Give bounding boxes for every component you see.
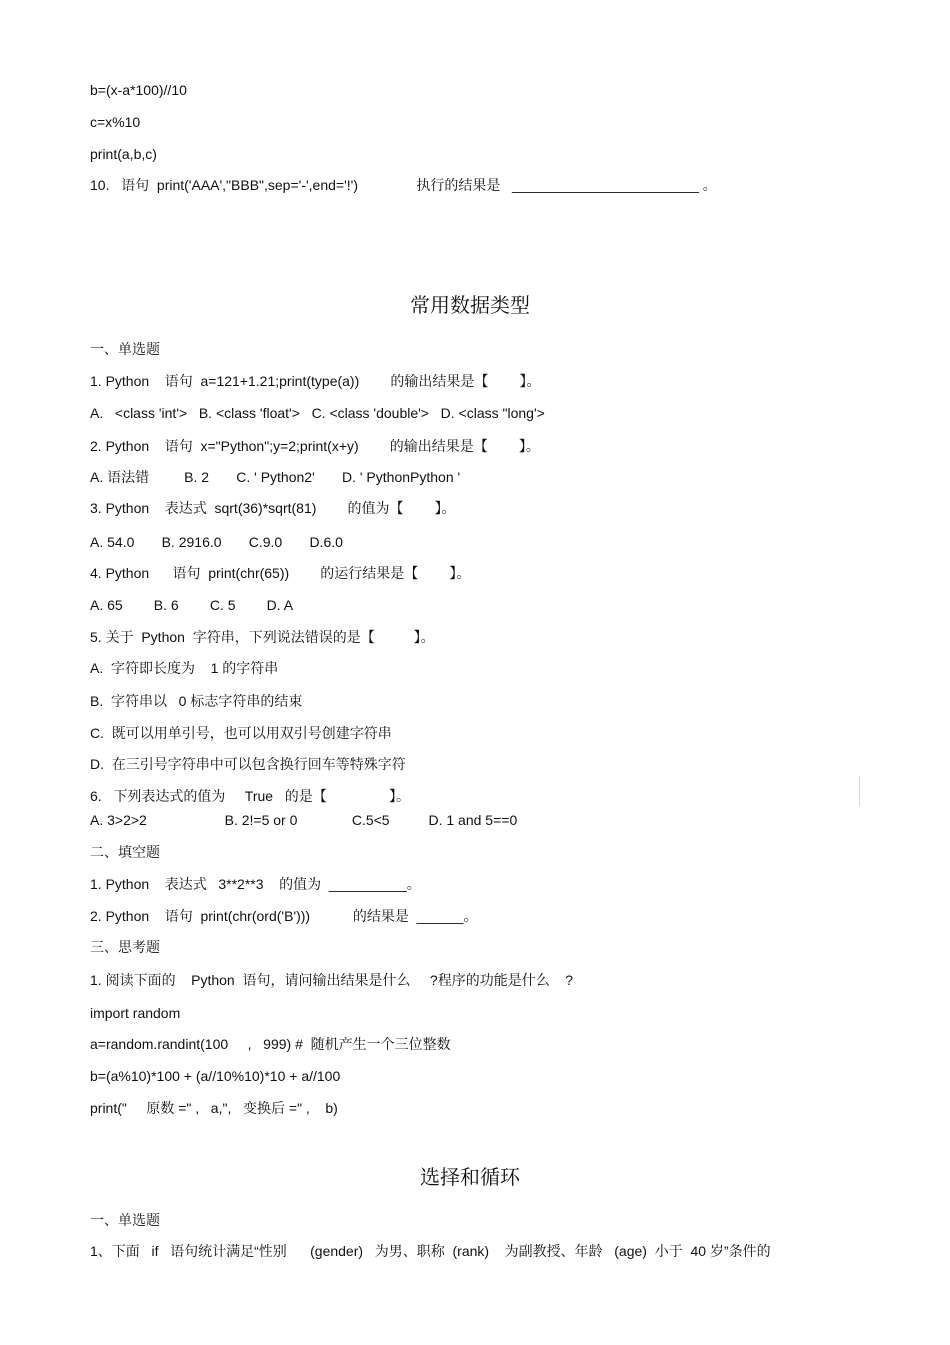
question-5-option-d: D. 在三引号字符串中可以包含换行回车等特殊字符	[90, 756, 406, 772]
section-heading-single-choice: 一、单选题	[90, 1212, 160, 1228]
section-heading-fill-blank: 二、填空题	[90, 844, 160, 860]
code-line: a=random.randint(100 , 999) # 随机产生一个三位整数	[90, 1036, 451, 1052]
margin-rule	[859, 776, 860, 806]
code-line: import random	[90, 1005, 181, 1021]
question-5: 5. 关于 Python 字符串，下列说法错误的是【 】。	[90, 629, 435, 645]
code-line: b=(a%10)*100 + (a//10%10)*10 + a//100	[90, 1068, 341, 1084]
section-heading-thinking: 三、思考题	[90, 939, 160, 955]
section-title-selection-loop: 选择和循环	[420, 1165, 520, 1189]
question-6-options: A. 3>2>2 B. 2!=5 or 0 C.5<5 D. 1 and 5==0	[90, 812, 518, 828]
question-2-options: A. 语法错 B. 2 C. ' Python2' D. ' PythonPython '	[90, 469, 461, 485]
question-1: 1. Python 语句 a=121+1.21;print(type(a)) 的输出结果是【 】。	[90, 373, 541, 389]
code-line: b=(x-a*100)//10	[90, 82, 187, 98]
question-4: 4. Python 语句 print(chr(65)) 的运行结果是【 】。	[90, 565, 471, 581]
question-5-option-a: A. 字符即长度为 1 的字符串	[90, 660, 279, 676]
code-line: c=x%10	[90, 114, 141, 130]
thinking-question-1: 1. 阅读下面的 Python 语句，请问输出结果是什么 ?程序的功能是什么 ?	[90, 972, 574, 988]
question-5-option-c: C. 既可以用单引号，也可以用双引号创建字符串	[90, 725, 392, 741]
section-heading-single-choice: 一、单选题	[90, 341, 160, 357]
code-line: print(" 原数 =" , a,", 变换后 =" , b)	[90, 1100, 338, 1116]
section-title-data-types: 常用数据类型	[410, 293, 530, 317]
question-5-option-b: B. 字符串以 0 标志字符串的结束	[90, 693, 303, 709]
fill-question-1: 1. Python 表达式 3**2**3 的值为 __________。	[90, 876, 421, 892]
question-6: 6. 下列表达式的值为 True 的是【 】。	[90, 788, 410, 804]
question-3-options: A. 54.0 B. 2916.0 C.9.0 D.6.0	[90, 534, 343, 550]
fill-question-2: 2. Python 语句 print(chr(ord('B'))) 的结果是 ______。	[90, 908, 478, 924]
question-1-options: A. <class 'int'> B. <class 'float'> C. <class 'double'> D. <class "long'>	[90, 405, 545, 421]
question-1: 1、下面 if 语句统计满足“性别 (gender) 为男、职称 (rank) 为副教授、年龄 (age) 小于 40 岁”条件的	[90, 1243, 771, 1259]
question-3: 3. Python 表达式 sqrt(36)*sqrt(81) 的值为【 】。	[90, 500, 456, 516]
question-4-options: A. 65 B. 6 C. 5 D. A	[90, 597, 294, 613]
question-2: 2. Python 语句 x="Python";y=2;print(x+y) 的输出结果是【 】。	[90, 438, 540, 454]
question-10: 10. 语句 print('AAA',"BBB",sep='-',end='!') 执行的结果是 ________________________ 。	[90, 177, 717, 193]
code-line: print(a,b,c)	[90, 146, 157, 162]
